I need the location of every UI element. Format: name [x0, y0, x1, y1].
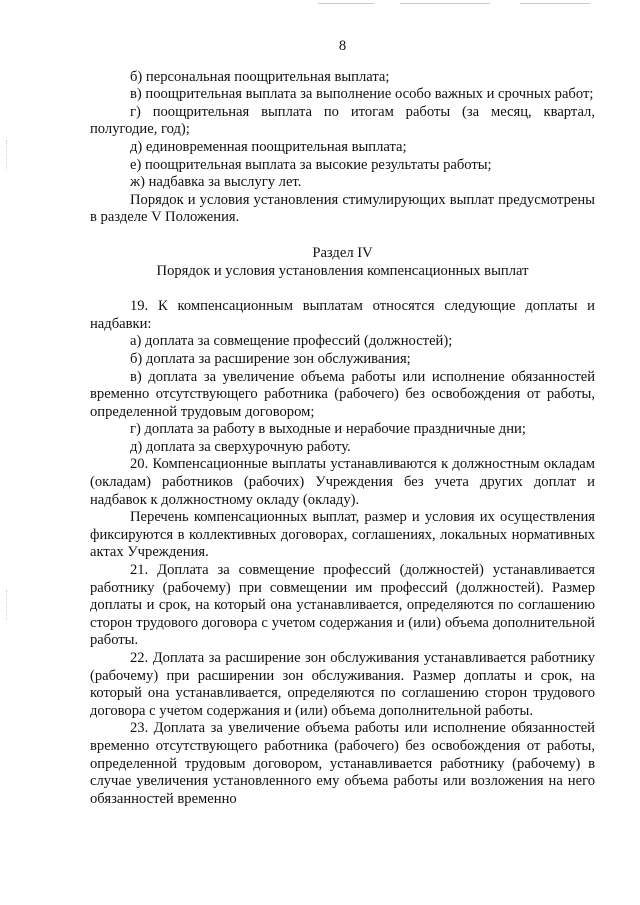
paragraphs-before-section: [90, 69, 595, 227]
paragraph: в) поощрительная выплата за выполнение особо важных и срочных работ;: [130, 86, 594, 103]
paragraph: д) доплата за сверхурочную работу.: [130, 438, 351, 455]
margin-dots-top: [6, 140, 8, 170]
paragraph: 23. Доплата за увеличение объема работы или исполнение обязанностей временно отсутствующего работника (рабочего) без освобождения от работы, определенной трудовым договором, устанавливается работнику (рабочему) в случае увеличения установленного ему объема работы или возложения на него обязанностей временно: [90, 720, 595, 807]
paragraph: г) поощрительная выплата по итогам работы (за месяц, квартал, полугодие, год);: [90, 103, 595, 138]
paragraph: 19. К компенсационным выплатам относятся следующие доплаты и надбавки:: [90, 298, 595, 332]
paragraph: 20. Компенсационные выплаты устанавливаются к должностным окладам (окладам) работников (рабочих) Учреждения без учета других доплат и надбавок к должностному окладу (окладу).: [90, 456, 595, 508]
paragraph: а) доплата за совмещение профессий (должностей);: [130, 333, 453, 350]
paragraph: 21. Доплата за совмещение профессий (должностей) устанавливается работнику (рабочему) при совмещении им профессий (должностей). Размер доплаты и срок, на который она устанавливается, определяются по соглашению сторон трудового договора с учетом содержания и (или) объема дополнительной работы.: [90, 562, 595, 649]
paragraph: г) доплата за работу в выходные и нерабочие праздничные дни;: [130, 421, 526, 438]
paragraph: Перечень компенсационных выплат, размер и условия их осуществления фиксируются в коллективных договорах, соглашениях, локальных нормативных актах Учреждения.: [90, 509, 595, 561]
document-page: [90, 38, 595, 808]
paragraph: д) единовременная поощрительная выплата;: [130, 138, 407, 155]
margin-dots-bottom: [6, 590, 8, 620]
paragraphs-after-section: [90, 298, 595, 808]
paragraph: е) поощрительная выплата за высокие результаты работы;: [130, 156, 492, 173]
scan-edge-marks: [0, 0, 640, 10]
paragraph: в) доплата за увеличение объема работы или исполнение обязанностей временно отсутствующего работника (рабочего) без освобождения от работы, определенной трудовым договором;: [90, 368, 595, 420]
section-number: Раздел IV: [312, 244, 373, 261]
paragraph: б) персональная поощрительная выплата;: [130, 68, 390, 85]
section-title: Порядок и условия установления компенсационных выплат: [156, 262, 529, 279]
paragraph: ж) надбавка за выслугу лет.: [130, 174, 302, 191]
paragraph: 22. Доплата за расширение зон обслуживания устанавливается работнику (рабочему) при расширении зон обслуживания. Размер доплаты и срок, на который она устанавливается, определяются по соглашению сторон трудового договора с учетом содержания и (или) объема дополнительной работы.: [90, 650, 595, 719]
page-number: 8: [338, 38, 347, 54]
paragraph: б) доплата за расширение зон обслуживания;: [130, 350, 411, 367]
paragraph: Порядок и условия установления стимулирующих выплат предусмотрены в разделе V Положения.: [90, 191, 595, 226]
